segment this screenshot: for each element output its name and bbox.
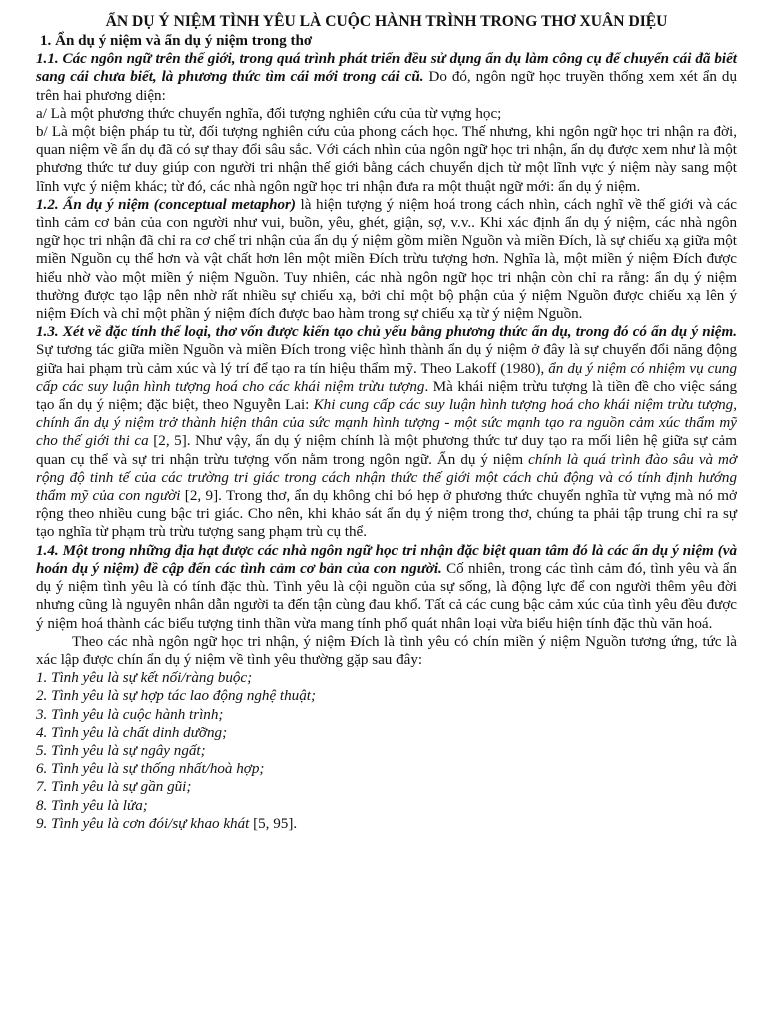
paragraph-a: a/ Là một phương thức chuyển nghĩa, đối tượng nghiên cứu của từ vựng học;: [36, 105, 502, 122]
paragraph-1-2-lead: 1.2. Ẩn dụ ý niệm (conceptual metaphor): [36, 196, 296, 213]
paragraph-1-3-text-3: [2, 5]. Như vậy, ẩn dụ ý niệm chính là một phương thức tư duy tạo ra mối liên hệ giữa sự cảm quan cụ thể và sự tri nhận trừu tượng vốn nằm trong ngôn ngữ. Ẩn dụ ý niệm: [36, 433, 737, 468]
paragraph-1-3-text-1: Sự tương tác giữa miền Nguồn và miền Đích trong việc hình thành ẩn dụ ý niệm ở đây là sự chuyển đổi năng động giữa hai phạm trù cảm xúc và lý trí để tạo ra tín hiệu thẩm mỹ. Theo Lakoff (1980),: [36, 342, 737, 377]
list-item: 3. Tình yêu là cuộc hành trình;: [36, 706, 224, 723]
list-item: 7. Tình yêu là sự gần gũi;: [36, 779, 192, 796]
paragraph-1-1-text: Do đó, ngôn ngữ học truyền thống xem xét ẩn dụ trên hai phương diện:: [36, 69, 737, 104]
list-item: 2. Tình yêu là sự hợp tác lao động nghệ thuật;: [36, 688, 316, 705]
list-item-citation: [5, 95].: [249, 815, 298, 832]
paragraph-1-1: [36, 50, 737, 105]
paragraph-b: b/ Là một biện pháp tu từ, đối tượng nghiên cứu của phong cách học. Thế nhưng, khi ngôn ngữ học tri nhận ra đời, quan niệm về ẩn dụ đã có sự thay đổi sâu sắc. Với cách nhìn của ngôn ngữ học tri nhận, ẩn dụ được xem như là một phương thức tư duy giúp con người tri nhận thế giới bằng cách chuyển dịch từ một lĩnh vực ý niệm này sang một lĩnh vực ý niệm khác; từ đó, các nhà ngôn ngữ học tri nhận đưa ra một thuật ngữ mới: ẩn dụ ý niệm.: [36, 124, 737, 195]
paragraph-1-3-text-2: . Mà khái niệm trừu tượng là tiền đề cho việc sáng tạo ẩn dụ ý niệm; đặc biệt, theo Nguyễn Lai:: [36, 378, 738, 414]
love-metaphor-list: [36, 669, 737, 833]
document-title: ẨN DỤ Ý NIỆM TÌNH YÊU LÀ CUỘC HÀNH TRÌNH TRONG THƠ XUÂN DIỆU: [105, 13, 668, 30]
paragraph-1-4: [36, 542, 737, 633]
paragraph-1-4-lead: 1.4. Một trong những địa hạt được các nhà ngôn ngữ học tri nhận đặc biệt quan tâm đó là các ẩn dụ ý niệm (và hoán dụ ý niệm) đề cập đến các tình cảm cơ bản của con người.: [36, 542, 737, 577]
paragraph-1-3-quote-lakoff: ẩn dụ ý niệm có nhiệm vụ cung cấp các suy luận hình tượng hoá cho các khái niệm trừu tượng: [36, 360, 737, 395]
paragraph-list-intro: Theo các nhà ngôn ngữ học tri nhận, ý niệm Đích là tình yêu có chín miền ý niệm Nguồn tương ứng, tức là xác lập được chín ẩn dụ ý niệm về tình yêu thường gặp sau đây:: [36, 633, 737, 668]
list-item: 5. Tình yêu là sự ngây ngất;: [36, 742, 206, 759]
paragraph-1-2-text: là hiện tượng ý niệm hoá trong cách nhìn, cách nghĩ về thế giới và các tình cảm cơ bản của con người như vui, buồn, yêu, ghét, giận, sợ, v.v.. Khi xác định ẩn dụ ý niệm, các nhà ngôn ngữ học tri nhận đã chỉ ra cơ chế tri nhận của ẩn dụ ý niệm gồm miền Nguồn và miền Đích, là sự chiếu xạ giữa một miền Nguồn cụ thể hơn và vật chất hơn lên một miền Đích trừu tượng hơn. Nghĩa là, một miền ý niệm Đích được hiểu nhờ vào một miền ý niệm Nguồn. Tuy nhiên, các nhà ngôn ngữ học tri nhận còn chỉ ra rằng: ẩn dụ ý niệm thường được tạo lập nên nhờ rất nhiều sự chiếu xạ, bởi chỉ một bộ phận của ý niệm Nguồn được chiếu xạ lên ý niệm Đích và chỉ một phần ý niệm đích được bao hàm trong sự chiếu xạ từ ý niệm Nguồn.: [36, 196, 738, 323]
list-item: 6. Tình yêu là sự thống nhất/hoà hợp;: [36, 761, 265, 778]
paragraph-1-3: [36, 323, 737, 541]
list-item: 4. Tình yêu là chất dinh dưỡng;: [36, 724, 228, 741]
section-1-heading: 1. Ẩn dụ ý niệm và ẩn dụ ý niệm trong thơ: [40, 33, 313, 49]
list-item: [36, 815, 737, 833]
document-page: [36, 12, 737, 833]
paragraph-1-3-lead: 1.3. Xét về đặc tính thể loại, thơ vốn được kiến tạo chủ yếu bằng phương thức ẩn dụ, trong đó có ẩn dụ ý niệm.: [36, 324, 737, 341]
list-item: 8. Tình yêu là lửa;: [36, 797, 148, 814]
list-item: 1. Tình yêu là sự kết nối/ràng buộc;: [36, 670, 253, 687]
paragraph-1-3-text-4: [2, 9]. Trong thơ, ẩn dụ không chỉ bó hẹp ở phương thức chuyển nghĩa từ vựng mà nó mở rộng theo nhiều cung bậc tri giác. Cho nên, khi khảo sát ẩn dụ ý niệm trong thơ, chúng ta phải tập trung chỉ ra sự tạo nghĩa từ phạm trù trừu tượng sang phạm trù cụ thể.: [36, 488, 738, 541]
paragraph-1-1-lead: 1.1. Các ngôn ngữ trên thế giới, trong quá trình phát triển đều sử dụng ẩn dụ làm công cụ để chuyển cái đã biết sang cái chưa biết, là phương thức tìm cái mới trong cái cũ.: [36, 51, 737, 86]
list-item-text: 9. Tình yêu là cơn đói/sự khao khát: [36, 815, 250, 832]
paragraph-1-3-quote-nguyen-lai: Khi cung cấp các suy luận hình tượng hoá cho khái niệm trừu tượng, chính ẩn dụ ý niệm trở thành hiện thân của sức mạnh hình tượng - một sức mạnh tạo ra nguồn cảm xúc thẩm mỹ cho thế giới thi ca: [36, 397, 737, 450]
paragraph-1-3-quote-definition: chính là quá trình đào sâu và mở rộng độ tinh tế của các trường tri giác trong cách nhận thức thế giới một cách chủ động và có tính định hướng thẩm mỹ của con người: [36, 451, 738, 505]
paragraph-1-4-text: Cố nhiên, trong các tình cảm đó, tình yêu và ẩn dụ ý niệm tình yêu là có tính đặc thù. Tình yêu là cội nguồn của sự sống, là động lực để con người thêm yêu đời nhưng cũng là nguyên nhân dẫn người ta đến tận cùng đau khổ. Tất cả các cung bậc cảm xúc của tình yêu đều được ý niệm hoá thành các biểu tượng tinh thần vừa mang tính phổ quát nhân loại vừa biểu hiện tính đặc thù văn hoá.: [36, 560, 737, 632]
paragraph-1-2: [36, 196, 737, 323]
